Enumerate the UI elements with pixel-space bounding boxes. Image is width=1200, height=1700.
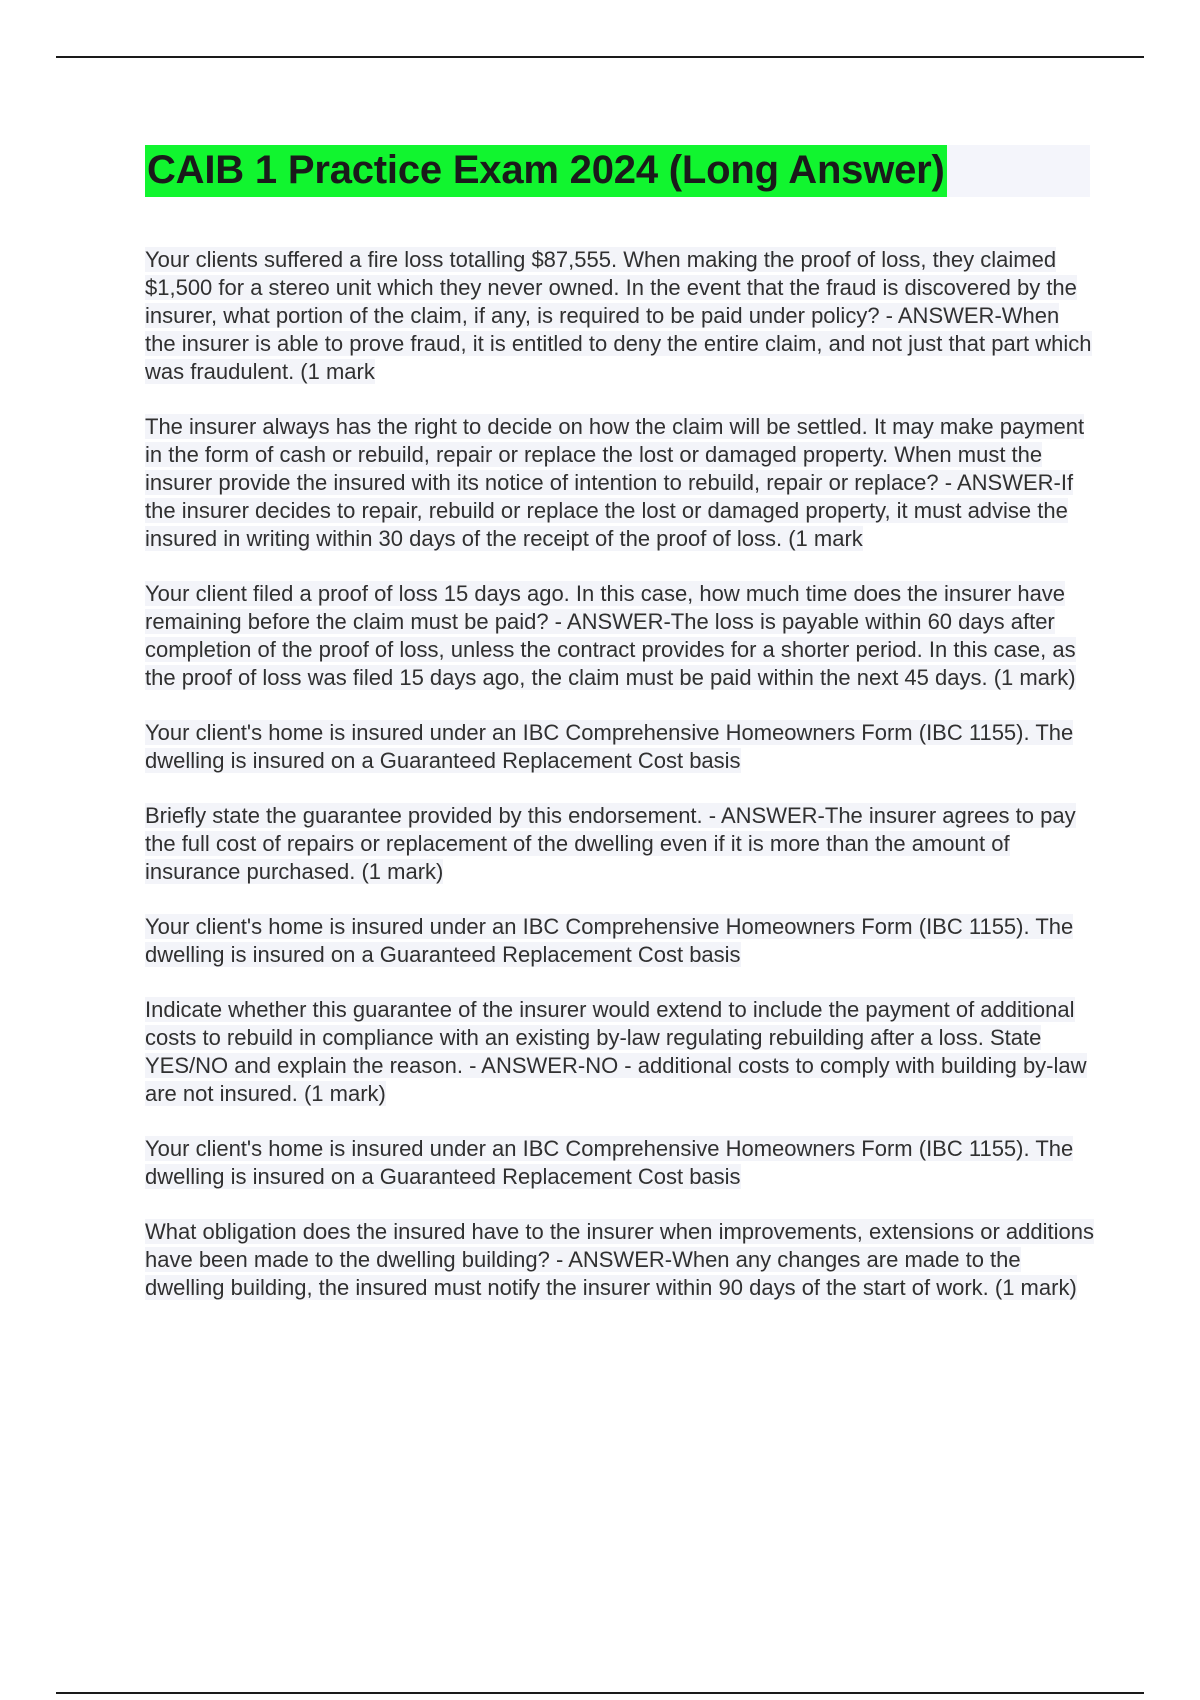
scenario-8 (145, 1135, 1095, 1191)
question-answer-3 (145, 580, 1095, 692)
paragraph-text: The insurer always has the right to decide on how the claim will be settled. It may make payment in the form of cash or rebuild, repair or replace the lost or damaged property. When must the insurer provide the insured with its notice of intention to rebuild, repair or replace? - ANSWER-If the insurer decides to repair, rebuild or replace the lost or damaged property, it must advise the insured in writing within 30 days of the receipt of the proof of loss. (1 mark (145, 414, 1085, 551)
footer-rule (56, 1692, 1144, 1694)
paragraph-text: Your client's home is insured under an IBC Comprehensive Homeowners Form (IBC 1155). The dwelling is insured on a Guaranteed Replacement Cost basis (145, 1136, 1074, 1189)
paragraph-text: Your client's home is insured under an IBC Comprehensive Homeowners Form (IBC 1155). The dwelling is insured on a Guaranteed Replacement Cost basis (145, 914, 1074, 967)
page-title: CAIB 1 Practice Exam 2024 (Long Answer) (145, 145, 947, 197)
title-band (145, 145, 1090, 197)
document-body (145, 246, 1095, 1329)
paragraph-text: Your client's home is insured under an IBC Comprehensive Homeowners Form (IBC 1155). The dwelling is insured on a Guaranteed Replacement Cost basis (145, 720, 1074, 773)
paragraph-text: Your clients suffered a fire loss totalling $87,555. When making the proof of loss, they claimed $1,500 for a stereo unit which they never owned. In the event that the fraud is discovered by the insurer, what portion of the claim, if any, is required to be paid under policy? - ANSWER-When the insurer is able to prove fraud, it is entitled to deny the entire claim, and not just that part which was fraudulent. (1 mark (145, 247, 1092, 384)
paragraph-text: Indicate whether this guarantee of the insurer would extend to include the payment of additional costs to rebuild in compliance with an existing by-law regulating rebuilding after a loss. State YES/NO and explain the reason. - ANSWER-NO - additional costs to comply with building by-law are not insured. (1 mark) (145, 997, 1087, 1106)
question-answer-5 (145, 802, 1095, 886)
paragraph-text: What obligation does the insured have to the insurer when improvements, extensions or additions have been made to the dwelling building? - ANSWER-When any changes are made to the dwelling building, the insured must notify the insurer within 90 days of the start of work. (1 mark) (145, 1219, 1094, 1300)
question-answer-7 (145, 996, 1095, 1108)
scenario-6 (145, 913, 1095, 969)
paragraph-text: Your client filed a proof of loss 15 days ago. In this case, how much time does the insurer have remaining before the claim must be paid? - ANSWER-The loss is payable within 60 days after completion of the proof of loss, unless the contract provides for a shorter period. In this case, as the proof of loss was filed 15 days ago, the claim must be paid within the next 45 days. (1 mark) (145, 581, 1076, 690)
scenario-4 (145, 719, 1095, 775)
question-answer-2 (145, 413, 1095, 553)
question-answer-9 (145, 1218, 1095, 1302)
question-answer-1 (145, 246, 1095, 386)
paragraph-text: Briefly state the guarantee provided by this endorsement. - ANSWER-The insurer agrees to pay the full cost of repairs or replacement of the dwelling even if it is more than the amount of insurance purchased. (1 mark) (145, 803, 1076, 884)
header-rule (56, 56, 1144, 58)
